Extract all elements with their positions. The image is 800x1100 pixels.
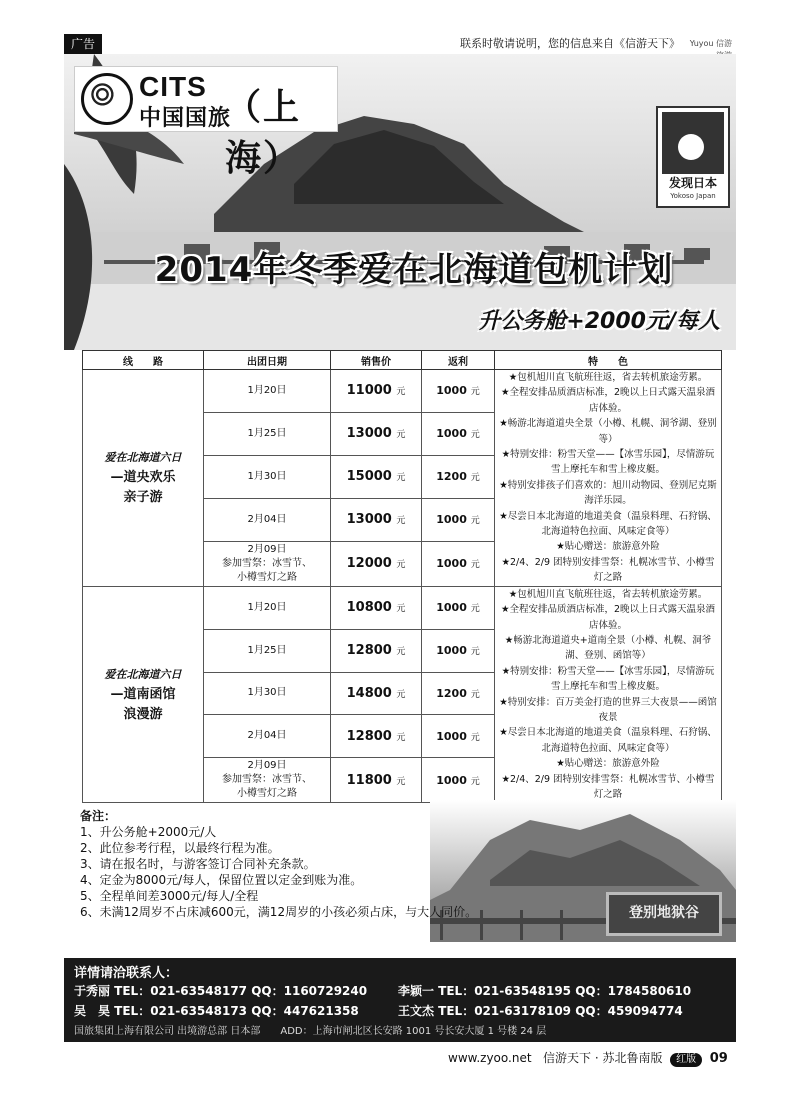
rebate-value: 1000 — [436, 427, 467, 441]
contact-row: 李颖一 TEL：021-63548195 QQ：1784580610 — [398, 984, 692, 998]
rebate-unit: 元 — [470, 647, 480, 658]
itinerary-table — [82, 350, 722, 803]
contact-panel — [64, 958, 736, 1042]
price-unit: 元 — [396, 430, 406, 441]
header-features: 特 色 — [495, 351, 722, 370]
promo-upgrade: 升公务舱+2000元/每人 — [478, 309, 720, 334]
page-footer — [448, 1049, 728, 1067]
rebate-value: 1200 — [436, 686, 467, 700]
price-unit: 元 — [396, 516, 406, 527]
rebate — [422, 715, 495, 758]
rebate-value: 1000 — [436, 384, 467, 398]
route-features: ★包机旭川直飞航班往返，省去转机旅途劳累。 ★全程安排品质酒店标准，2晚以上日式露天温泉酒店体验。 ★畅游北海道道央+道南全景（小樽、札幌、洞爷湖、登别、函馆等） ★特别安排：粉雪天堂——【冰雪乐园】，尽情游玩雪上摩托车和雪上橡皮艇。 ★特别安排：百万美金打造的世界三大夜景——函馆夜景 ★尽尝日本北海道的地道美食（温泉料理、石狩锅、北海道特色拉面、风味定食等） ★贴心赠送：旅游意外险 ★2/4、2/9 团特别安排雪祭：札幌冰雪节、小樽雪灯之路 — [495, 586, 722, 803]
price-value: 12000 — [346, 556, 392, 572]
table-header-row — [83, 351, 722, 370]
rebate — [422, 629, 495, 672]
source-notice: 联系时敬请说明，您的信息来自《信游天下》 — [460, 37, 680, 50]
route-name-line: 浪漫游 — [123, 706, 163, 722]
footer-magazine: 信游天下 · 苏北鲁南版 — [543, 1051, 663, 1065]
sale-price — [331, 758, 422, 803]
contact-row: 于秀丽 TEL：021-63548177 QQ：1160729240 — [74, 984, 368, 998]
headline: 2014年冬季爱在北海道包机计划 — [154, 250, 674, 290]
rebate-unit: 元 — [470, 387, 480, 398]
globe-icon — [81, 73, 133, 125]
rebate-unit: 元 — [470, 689, 480, 700]
rebate — [422, 455, 495, 498]
route-name-line: —道央欢乐 — [110, 469, 176, 485]
price-value: 13000 — [346, 512, 392, 528]
route-name-line: 爱在北海道六日 — [104, 450, 182, 464]
table-row — [83, 586, 722, 629]
rebate-value: 1200 — [436, 470, 467, 484]
sale-price — [331, 412, 422, 455]
departure-date: 1月30日 — [204, 455, 331, 498]
japan-logo-subtext: Yokoso Japan — [670, 192, 716, 200]
rebate-unit: 元 — [470, 516, 480, 527]
edition-badge: 红版 — [670, 1053, 702, 1067]
departure-date: 2月04日 — [204, 715, 331, 758]
rebate-unit: 元 — [470, 560, 480, 571]
notes-section — [80, 808, 477, 920]
table-row — [83, 370, 722, 413]
japan-logo-text: 发现日本 — [668, 176, 717, 190]
japan-emblem-icon — [662, 112, 724, 174]
note-item: 1、升公务舱+2000元/人 — [80, 825, 217, 839]
departure-date: 2月04日 — [204, 498, 331, 541]
notes-title: 备注： — [80, 809, 117, 823]
contact-row: 王文杰 TEL：021-63178109 QQ：459094774 — [398, 1004, 683, 1018]
hero-banner — [64, 54, 736, 350]
flower-icon — [678, 134, 704, 160]
ad-tag: 广告 — [64, 34, 102, 54]
departure-date: 1月25日 — [204, 629, 331, 672]
price-unit: 元 — [396, 560, 406, 571]
price-value: 13000 — [346, 426, 392, 442]
price-value: 11800 — [346, 772, 392, 788]
price-unit: 元 — [396, 776, 406, 787]
rebate — [422, 370, 495, 413]
route-name-line: 亲子游 — [123, 489, 163, 505]
top-bar — [64, 34, 736, 54]
sale-price — [331, 498, 422, 541]
price-value: 12800 — [346, 643, 392, 659]
header-date: 出团日期 — [204, 351, 331, 370]
visit-japan-logo — [656, 106, 730, 208]
price-value: 10800 — [346, 600, 392, 616]
departure-date: 1月30日 — [204, 672, 331, 715]
contact-row: 吴 昊 TEL：021-63548173 QQ：447621358 — [74, 1004, 359, 1018]
sale-price — [331, 541, 422, 586]
publisher-logo: Yuyou 信游 — [689, 39, 732, 48]
sale-price — [331, 586, 422, 629]
cits-chinese-name: 中国国旅 — [139, 106, 232, 131]
price-value: 15000 — [346, 469, 392, 485]
price-unit: 元 — [396, 473, 406, 484]
route-name-line: 爱在北海道六日 — [104, 667, 182, 681]
rebate-unit: 元 — [470, 732, 480, 743]
rebate — [422, 498, 495, 541]
note-item: 4、定金为8000元/每人，保留位置以定金到账为准。 — [80, 873, 363, 887]
route-features: ★包机旭川直飞航班往返，省去转机旅途劳累。 ★全程安排品质酒店标准，2晚以上日式露天温泉酒店体验。 ★畅游北海道道央全景（小樽、札幌、洞爷湖、登别等） ★特别安排：粉雪天堂——【冰雪乐园】，尽情游玩雪上摩托车和雪上橡皮艇。 ★特别安排孩子们喜欢的：旭川动物园、登别尼克斯海洋乐园。 ★尽尝日本北海道的地道美食（温泉料理、石狩锅、北海道特色拉面、风味定食等） ★贴心赠送：旅游意外险 ★2/4、2/9 团特别安排雪祭：札幌冰雪节、小樽雪灯之路 — [495, 370, 722, 587]
price-unit: 元 — [396, 647, 406, 658]
price-unit: 元 — [396, 604, 406, 615]
departure-date: 1月20日 — [204, 586, 331, 629]
price-unit: 元 — [396, 732, 406, 743]
rebate-value: 1000 — [436, 557, 467, 571]
page-number: 09 — [709, 1051, 728, 1066]
price-value: 11000 — [346, 383, 392, 399]
rebate — [422, 412, 495, 455]
cits-city: （上海） — [225, 87, 302, 179]
note-item: 3、请在报名时，与游客签订合同补充条款。 — [80, 857, 316, 871]
jigokudani-sign: 登别地狱谷 — [606, 892, 722, 936]
footer-website[interactable]: www.zyoo.net — [448, 1051, 532, 1065]
cits-wordmark: CITS — [139, 71, 207, 102]
rebate-unit: 元 — [470, 473, 480, 484]
route-name-line: —道南函馆 — [110, 686, 176, 702]
rebate-value: 1000 — [436, 513, 467, 527]
contact-title: 详情请洽联系人： — [74, 966, 179, 981]
rebate-value: 1000 — [436, 601, 467, 615]
departure-date: 1月20日 — [204, 370, 331, 413]
sale-price — [331, 629, 422, 672]
rebate — [422, 541, 495, 586]
rebate — [422, 672, 495, 715]
cits-logo — [74, 66, 338, 179]
rebate-unit: 元 — [470, 776, 480, 787]
route-name — [83, 370, 204, 587]
departure-date: 1月25日 — [204, 412, 331, 455]
header-route: 线 路 — [83, 351, 204, 370]
rebate — [422, 758, 495, 803]
header-price: 销售价 — [331, 351, 422, 370]
note-item: 5、全程单间差3000元/每人/全程 — [80, 889, 259, 903]
rebate-value: 1000 — [436, 644, 467, 658]
sale-price — [331, 715, 422, 758]
rebate-value: 1000 — [436, 729, 467, 743]
price-value: 12800 — [346, 728, 392, 744]
rebate-unit: 元 — [470, 430, 480, 441]
rebate — [422, 586, 495, 629]
rebate-unit: 元 — [470, 604, 480, 615]
departure-date: 2月09日 参加雪祭：冰雪节、 小樽雪灯之路 — [204, 758, 331, 803]
rebate-value: 1000 — [436, 773, 467, 787]
company-address: 国旅集团上海有限公司 出境游总部 日本部 ADD：上海市闸北区长安路 1001 号长安大厦 1 号楼 24 层 — [74, 1026, 547, 1037]
route-name — [83, 586, 204, 803]
note-item: 6、未满12周岁不占床减600元，满12周岁的小孩必须占床，与大人同价。 — [80, 905, 478, 919]
sale-price — [331, 455, 422, 498]
departure-date: 2月09日 参加雪祭：冰雪节、 小樽雪灯之路 — [204, 541, 331, 586]
note-item: 2、此位参考行程，以最终行程为准。 — [80, 841, 280, 855]
price-unit: 元 — [396, 689, 406, 700]
header-rebate: 返利 — [422, 351, 495, 370]
sale-price — [331, 672, 422, 715]
price-unit: 元 — [396, 387, 406, 398]
price-value: 14800 — [346, 685, 392, 701]
sale-price — [331, 370, 422, 413]
